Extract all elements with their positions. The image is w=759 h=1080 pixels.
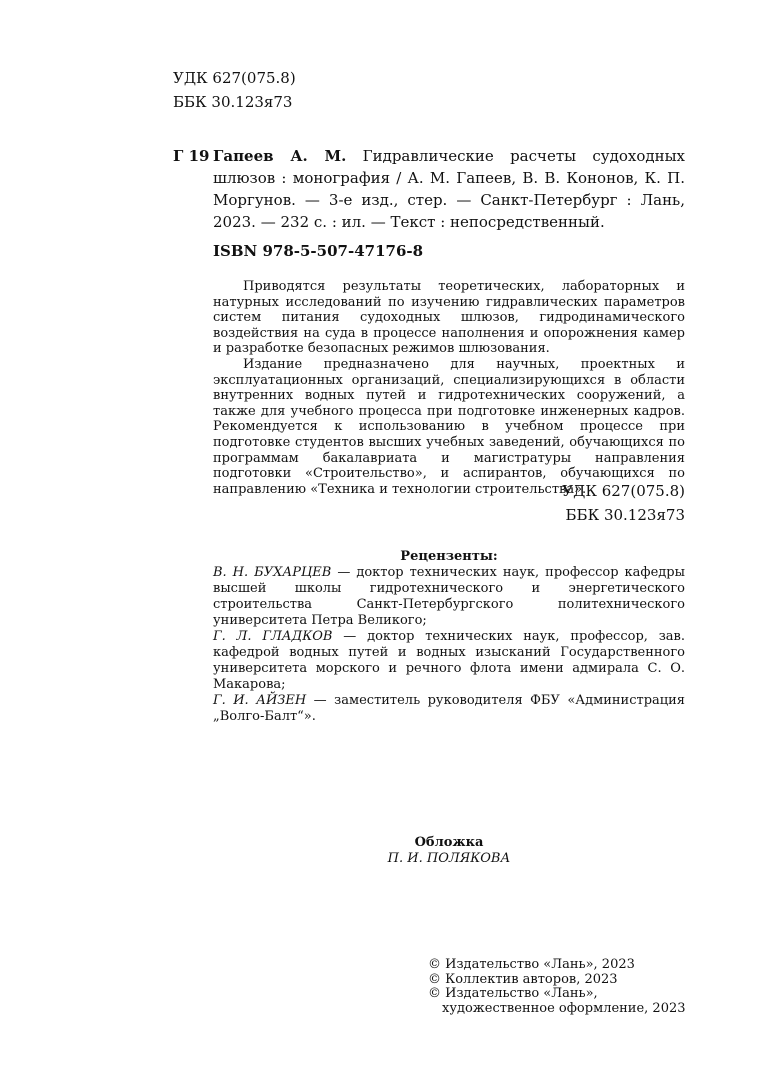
cover-designer-name: П. И. ПОЛЯКОВА bbox=[387, 851, 511, 866]
annotation-paragraph: Приводятся результаты теоретических, лабораторных и натурных исследований по изучению гидравлических параметров систем питания судоходных шлюзов, гидродинамического воздействия на суда в процессе наполнения и опорожнения камер и разработке безопасных режимов шлюзования. bbox=[213, 279, 685, 357]
reviewers-heading: Рецензенты: bbox=[400, 549, 498, 564]
record-description: Гидравлические расчеты судоходных шлюзов : монография / А. М. Гапеев, В. В. Кононов, К. П. Моргунов. — 3-е изд., стер. — Санкт-Петербург : Лань, 2023. — 232 с. : ил. — Текст : непосредственный. bbox=[213, 147, 685, 231]
copyright-block bbox=[428, 958, 686, 1016]
reviewer-entry bbox=[213, 629, 685, 693]
record-author: Гапеев А. М. bbox=[213, 147, 347, 165]
annotation-paragraph: Издание предназначено для научных, проектных и эксплуатационных организаций, специализирующихся в области внутренних водных путей и гидротехнических сооружений, а также для учебного процесса при подготовке инженерных кадров. Рекомендуется к использованию в учебном процессе при подготовке студентов высших учебных заведений, обучающихся по программам бакалавриата и магистратуры направления подготовки «Строительство», и аспирантов, обучающихся по направлению «Техника и технологии строительства». bbox=[213, 356, 685, 497]
bbk-code: ББК 30.123я73 bbox=[173, 93, 293, 111]
udk-code: УДК 627(075.8) bbox=[562, 482, 685, 500]
cover-heading: Обложка bbox=[414, 835, 484, 850]
bbk-code: ББК 30.123я73 bbox=[565, 506, 685, 524]
copyright-line: © Коллектив авторов, 2023 bbox=[428, 971, 618, 987]
copyright-line: художественное оформление, 2023 bbox=[442, 1000, 686, 1016]
classification-top bbox=[173, 66, 296, 114]
annotation bbox=[213, 279, 685, 497]
bibliographic-record bbox=[213, 145, 685, 233]
reviewer-name: В. Н. БУХАРЦЕВ bbox=[213, 565, 332, 580]
isbn: ISBN 978-5-507-47176-8 bbox=[213, 242, 424, 260]
copyright-line: © Издательство «Лань», bbox=[428, 986, 598, 1002]
reviewer-entry bbox=[213, 693, 685, 725]
reviewer-name: Г. И. АЙЗЕН bbox=[213, 693, 307, 708]
reviewer-description: — доктор технических наук, профессор, зав. кафедрой водных путей и водных изысканий Государственного университета морского и речного флота имени адмирала С. О. Макарова; bbox=[213, 629, 685, 692]
copyright-line: © Издательство «Лань», 2023 bbox=[428, 957, 635, 972]
udk-code: УДК 627(075.8) bbox=[173, 69, 296, 87]
classification-bottom bbox=[540, 479, 685, 527]
cover-credit bbox=[213, 835, 685, 867]
author-code: Г 19 bbox=[173, 147, 210, 165]
reviewer-description: — доктор технических наук, профессор кафедры высшей школы гидротехнического и энергетического строительства Санкт-Петербургского политехнического университета Петра Великого; bbox=[213, 565, 685, 628]
reviewers-block bbox=[213, 549, 685, 725]
reviewer-description: — заместитель руководителя ФБУ «Администрация „Волго-Балт“». bbox=[213, 693, 685, 724]
reviewer-entry bbox=[213, 565, 685, 629]
reviewer-name: Г. Л. ГЛАДКОВ bbox=[213, 629, 333, 644]
